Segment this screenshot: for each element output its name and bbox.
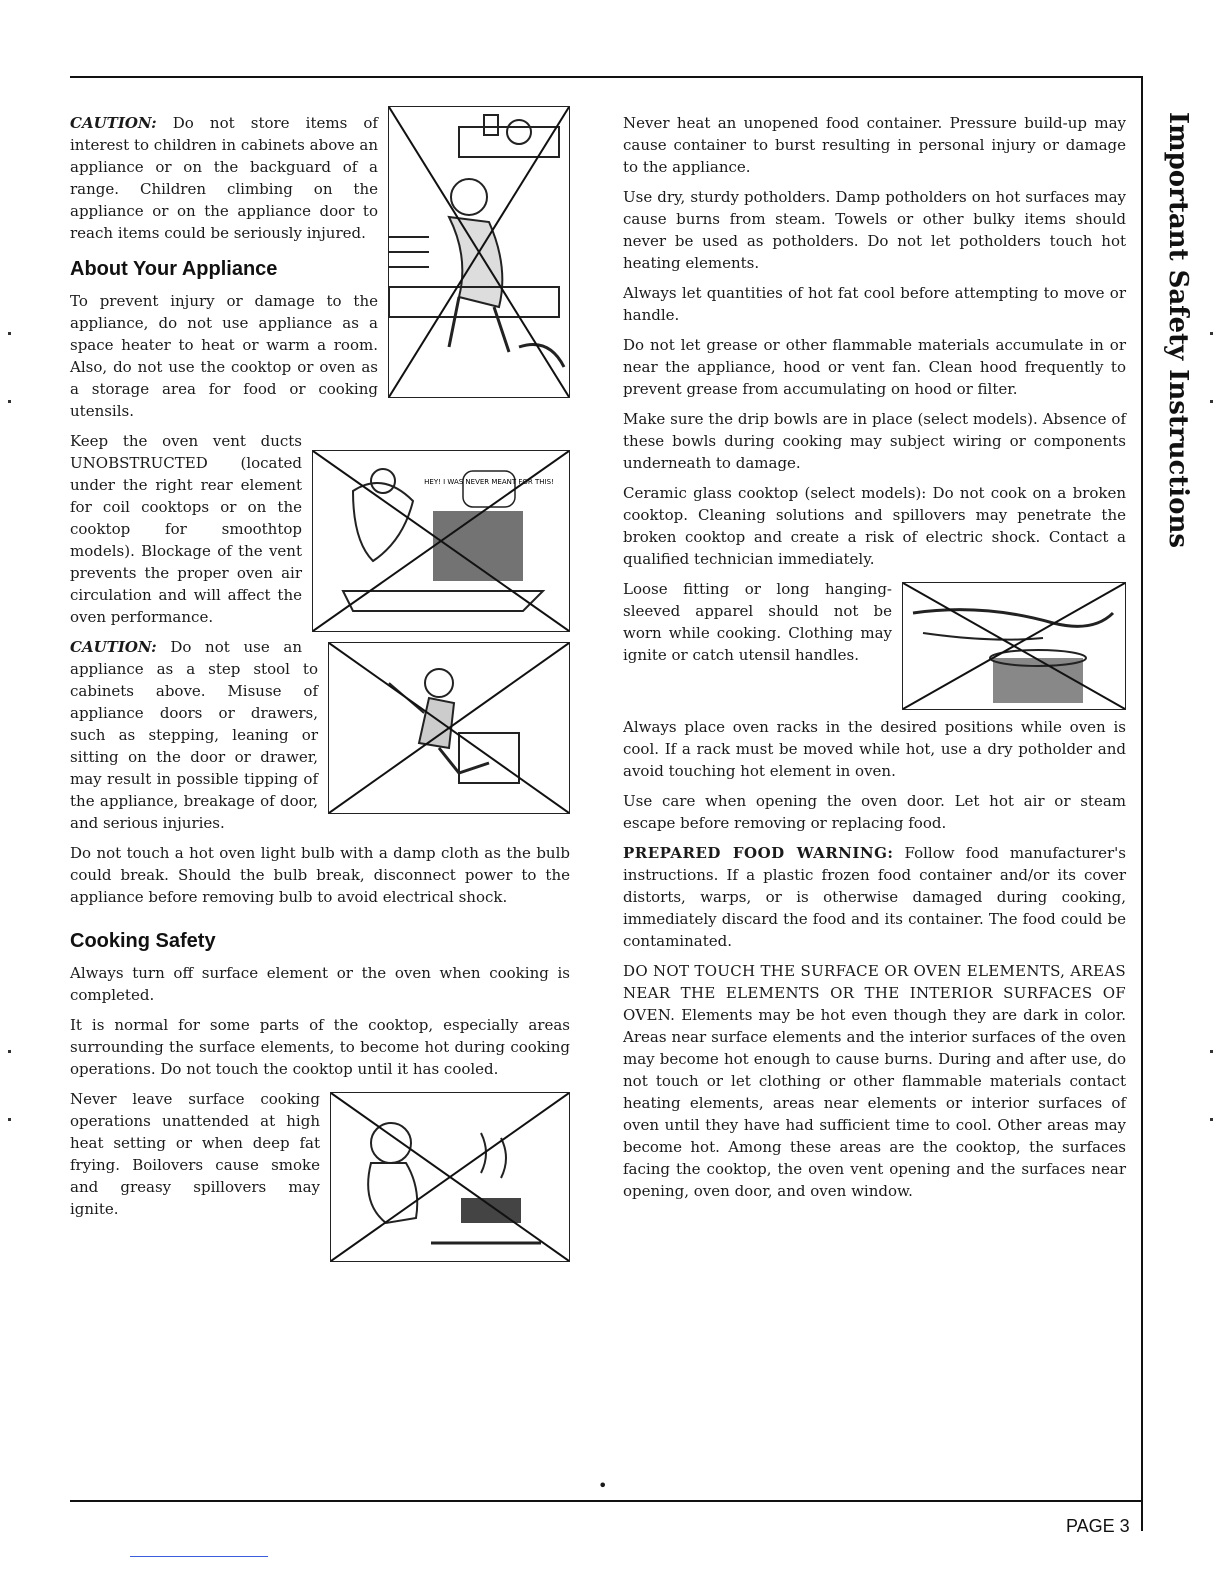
heading-cooking-safety: Cooking Safety — [70, 930, 216, 952]
bullet-mark: • — [598, 1476, 608, 1495]
cartoon-speech: HEY! I WAS NEVER MEANT FOR THIS! — [424, 478, 554, 486]
drip-bowls-para: Make sure the drip bowls are in place (select models). Absence of these bowls during cooking may subject wiring or components underneath to damage. — [623, 410, 1126, 472]
side-title-text: Important Safety Instructions — [1163, 111, 1193, 549]
side-title — [1158, 90, 1198, 570]
caution-cabinets-text: Do not store items of interest to children in cabinets above an appliance or on the backguard of a range. Children climbing on the appliance or on the appliance door to reach items could be seriously injured. — [70, 114, 378, 242]
child-climbing-drawing — [389, 107, 569, 397]
left-column — [70, 112, 570, 1268]
footer-link-underline — [130, 1556, 268, 1557]
do-not-touch-text: Elements may be hot even though they are dark in color. Areas near surface elements and the interior surfaces of the oven may become hot enough to cause burns. During and after use, do not touch or let clothing or other flammable materials contact heating elements, areas near elements or interior surfaces of oven until they have had sufficient time to cool. Other areas may become hot. Among these areas are the cooktop, the surfaces facing the cooktop, the oven vent opening and the surfaces near opening, oven door, and oven window. — [623, 1006, 1126, 1200]
vent-ducts-para: Keep the oven vent ducts UNOBSTRUCTED (located under the right rear element for coil cooktops or on the cooktop for smoothtop models). Blockage of the vent prevents the proper oven air circulation and will affect the oven performance. — [70, 432, 302, 626]
illustration-unattended-cooking — [330, 1092, 570, 1262]
illustration-cooktop-storage — [312, 450, 570, 632]
step-stool-drawing — [329, 643, 569, 813]
potholders-para: Use dry, sturdy potholders. Damp potholders on hot surfaces may cause burns from steam. Towels or other bulky items should never be used as potholders. Do not let potholders touch hot heating elements. — [623, 188, 1126, 272]
margin-mark — [1210, 1118, 1213, 1121]
unattended-cooking-drawing — [331, 1093, 569, 1261]
illustration-loose-sleeves — [902, 582, 1126, 710]
ceramic-glass-para: Ceramic glass cooktop (select models): Do not cook on a broken cooktop. Cleaning solutions and spillovers may penetrate the broken cooktop and create a risk of electric shock. Contact a qualified technician immediately. — [623, 484, 1126, 568]
margin-mark — [8, 332, 11, 335]
top-rule — [70, 76, 1142, 78]
do-not-touch-caps: DO NOT TOUCH THE SURFACE OR OVEN ELEMENTS, AREAS NEAR THE ELEMENTS OR THE INTERIOR SURFACES OF OVEN. — [623, 962, 1126, 1024]
do-not-touch-para — [623, 960, 1126, 1202]
cooking-para-2: It is normal for some parts of the cooktop, especially areas surrounding the surface elements, to become hot during cooking operations. Do not touch the cooktop until it has cooled. — [70, 1016, 570, 1078]
right-column — [623, 112, 1126, 1210]
illustration-child-climbing — [388, 106, 570, 398]
oven-racks-para: Always place oven racks in the desired positions while oven is cool. If a rack must be moved while hot, use a dry potholder and avoid touching hot element in oven. — [623, 718, 1126, 780]
prepared-food-warning — [623, 842, 1126, 952]
margin-mark — [1210, 332, 1213, 335]
margin-mark — [8, 1050, 11, 1053]
illustration-step-stool — [328, 642, 570, 814]
caution-label: CAUTION: — [70, 114, 157, 132]
margin-mark — [1210, 1050, 1213, 1053]
margin-mark — [1210, 400, 1213, 403]
cooktop-storage-drawing — [313, 451, 569, 631]
caution-step-stool-text: Do not use an appliance as a step stool to cabinets above. Misuse of appliance doors or drawers, such as stepping, leaning or sitting on the door or drawer, may result in possible tipping of the appliance, breakage of door, and serious injuries. — [70, 638, 318, 832]
margin-mark — [8, 1118, 11, 1121]
loose-sleeves-drawing — [903, 583, 1125, 709]
heading-about-your-appliance: About Your Appliance — [70, 258, 278, 280]
right-rule — [1141, 76, 1143, 1531]
hot-fat-para: Always let quantities of hot fat cool before attempting to move or handle. — [623, 284, 1126, 324]
margin-mark — [8, 400, 11, 403]
bottom-rule — [70, 1500, 1142, 1502]
page-number: PAGE 3 — [1066, 1516, 1130, 1536]
unopened-container-para: Never heat an unopened food container. Pressure build-up may cause container to burst resulting in personal injury or damage to the appliance. — [623, 114, 1126, 176]
apparel-para: Loose fitting or long hanging-sleeved apparel should not be worn while cooking. Clothing may ignite or catch utensil handles. — [623, 580, 892, 664]
light-bulb-para: Do not touch a hot oven light bulb with a damp cloth as the bulb could break. Should the bulb break, disconnect power to the appliance before removing bulb to avoid electrical shock. — [70, 844, 570, 906]
caution-label-2: CAUTION: — [70, 638, 157, 656]
about-appliance-para: To prevent injury or damage to the appliance, do not use appliance as a space heater to heat or warm a room. Also, do not use the cooktop or oven as a storage area for food or cooking utensils. — [70, 292, 378, 420]
cooking-para-3: Never leave surface cooking operations unattended at high heat setting or when deep fat frying. Boilovers cause smoke and greasy spillovers may ignite. — [70, 1090, 320, 1218]
warning-label: PREPARED FOOD WARNING: — [623, 844, 894, 862]
grease-para: Do not let grease or other flammable materials accumulate in or near the appliance, hood or vent fan. Clean hood frequently to prevent grease from accumulating on hood or filter. — [623, 336, 1126, 398]
cooking-para-1: Always turn off surface element or the oven when cooking is completed. — [70, 964, 570, 1004]
oven-door-para: Use care when opening the oven door. Let hot air or steam escape before removing or replacing food. — [623, 792, 1126, 832]
warning-text: Follow food manufacturer's instructions. If a plastic frozen food container and/or its cover distorts, warps, or is otherwise damaged during cooking, immediately discard the food and its container. The food could be contaminated. — [623, 844, 1126, 950]
